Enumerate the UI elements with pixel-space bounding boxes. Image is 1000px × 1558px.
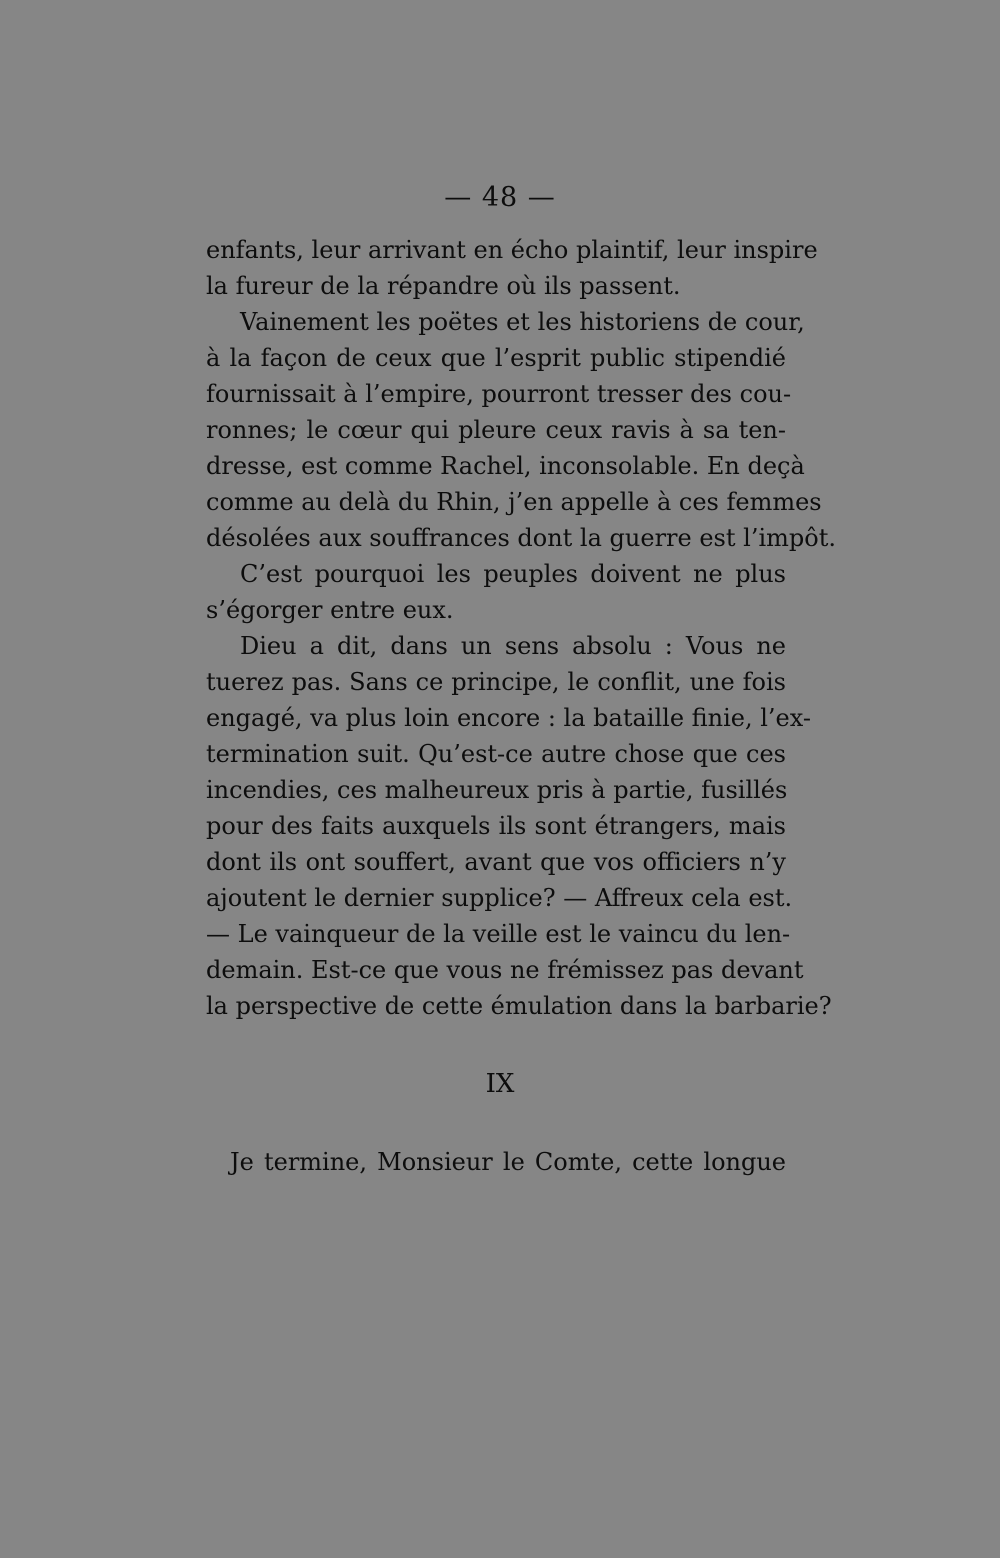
closing-text-line: Je termine, Monsieur le Comte, cette longue (230, 1148, 786, 1176)
section-heading: IX (485, 1069, 515, 1099)
text-line: tuerez pas. Sans ce principe, le conflit, une fois (206, 668, 786, 696)
text-line: demain. Est-ce que vous ne frémissez pas devant (206, 956, 804, 984)
text-line: — Le vainqueur de la veille est le vaincu du len- (206, 920, 791, 948)
text-line: la perspective de cette émulation dans la barbarie? (206, 992, 832, 1020)
text-line: termination suit. Qu’est-ce autre chose que ces (206, 740, 786, 768)
text-line: dresse, est comme Rachel, inconsolable. En deçà (206, 452, 805, 480)
text-line: enfants, leur arrivant en écho plaintif, leur inspire (206, 236, 818, 264)
text-line: Vainement les poëtes et les historiens de cour, (240, 308, 805, 336)
text-line: la fureur de la répandre où ils passent. (206, 272, 681, 300)
page-number: — 48 — (444, 182, 556, 213)
text-line: à la façon de ceux que l’esprit public stipendié (206, 344, 786, 372)
text-line: fournissait à l’empire, pourront tresser des cou- (206, 380, 792, 408)
text-line: incendies, ces malheureux pris à partie, fusillés (206, 776, 788, 804)
text-line: ronnes; le cœur qui pleure ceux ravis à sa ten- (206, 416, 786, 444)
text-line: ajoutent le dernier supplice? — Affreux cela est. (206, 884, 793, 912)
text-line: désolées aux souffrances dont la guerre est l’impôt. (206, 524, 836, 552)
text-line: engagé, va plus loin encore : la bataille finie, l’ex- (206, 704, 811, 732)
text-line: dont ils ont souffert, avant que vos officiers n’y (206, 848, 786, 876)
body-text (206, 232, 836, 1024)
text-line: pour des faits auxquels ils sont étrangers, mais (206, 812, 786, 840)
text-line: Dieu a dit, dans un sens absolu : Vous ne (240, 632, 786, 660)
text-line: s’égorger entre eux. (206, 596, 454, 624)
text-line: comme au delà du Rhin, j’en appelle à ces femmes (206, 488, 822, 516)
text-line: C’est pourquoi les peuples doivent ne plus (240, 560, 786, 588)
